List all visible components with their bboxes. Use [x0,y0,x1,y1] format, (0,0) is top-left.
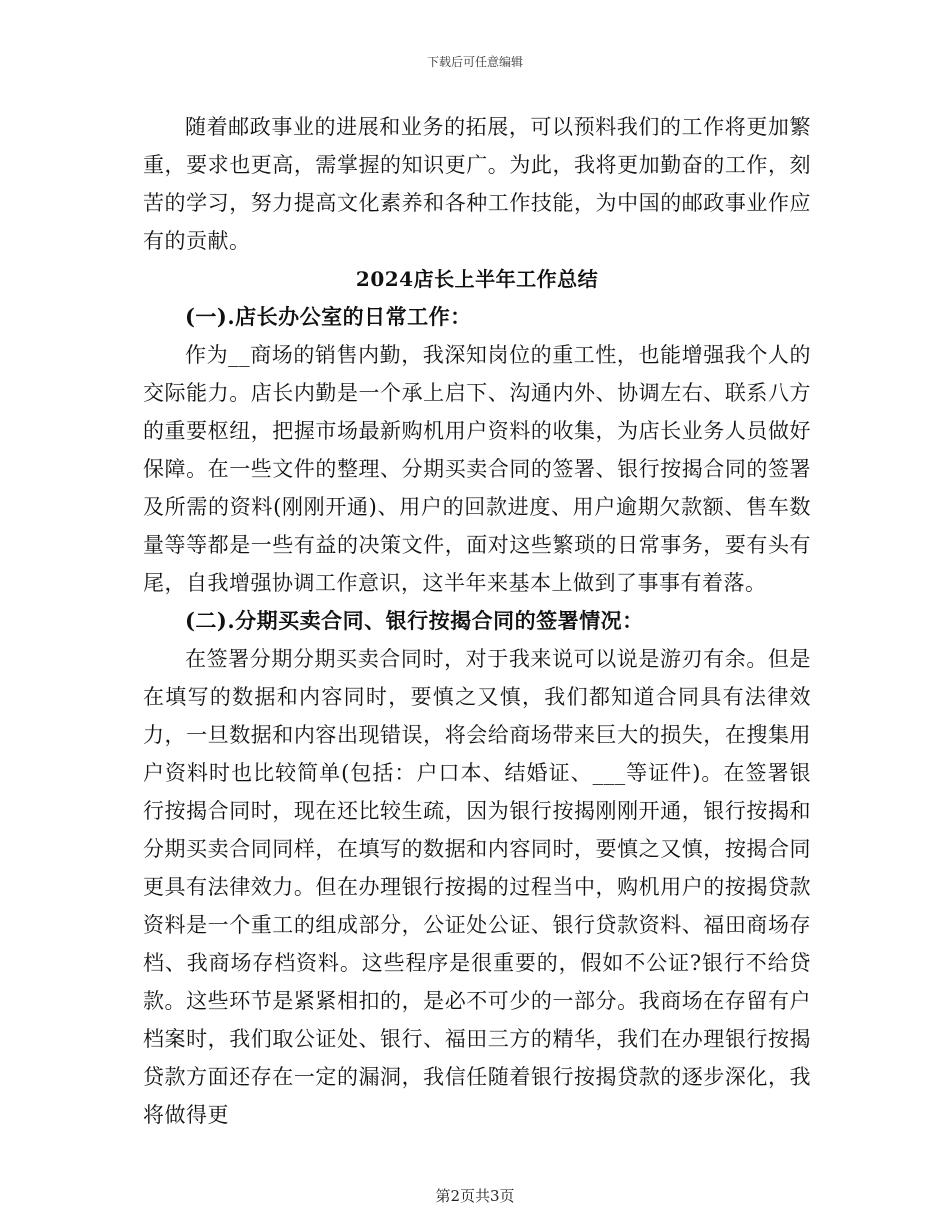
section-2-paragraph: 在签署分期分期买卖合同时，对于我来说可以说是游刃有余。但是在填写的数据和内容同时，要慎之又慎，我们都知道合同具有法律效力，一旦数据和内容出现错误，将会给商场带来巨大的损失，在搜集用户资料时也比较简单(包括：户口本、结婚证、___等证件)。在签署银行按揭合同时，现在还比较生疏，因为银行按揭刚刚开通，银行按揭和分期买卖合同同样，在填写的数据和内容同时，要慎之又慎，按揭合同更具有法律效力。但在办理银行按揭的过程当中，购机用户的按揭贷款资料是一个重工的组成部分，公证处公证、银行贷款资料、福田商场存档、我商场存档资料。这些程序是很重要的，假如不公证?银行不给贷款。这些环节是紧紧相扣的，是必不可少的一部分。我商场在存留有户档案时，我们取公证处、银行、福田三方的精华，我们在办理银行按揭贷款方面还存在一定的漏洞，我信任随着银行按揭贷款的逐步深化，我将做得更 [143,647,811,1127]
document-body [143,108,811,1134]
page-header-note: 下载后可任意编辑 [426,55,523,69]
section-1-heading: (一).店长办公室的日常工作： [185,304,472,329]
intro-paragraph: 随着邮政事业的进展和业务的拓展，可以预料我们的工作将更加繁重，要求也更高，需掌握的知识更广。为此，我将更加勤奋的工作，刻苦的学习，努力提高文化素养和各种工作技能，为中国的邮政事业作应有的贡献。 [143,115,811,253]
document-title: 2024店长上半年工作总结 [355,267,599,291]
section-1-paragraph: 作为__商场的销售内勤，我深知岗位的重工性，也能增强我个人的交际能力。店长内勤是一个承上启下、沟通内外、协调左右、联系八方的重要枢纽，把握市场最新购机用户资料的收集，为店长业务人员做好保障。在一些文件的整理、分期买卖合同的签署、银行按揭合同的签署及所需的资料(刚刚开通)、用户的回款进度、用户逾期欠款额、售车数量等等都是一些有益的决策文件，面对这些繁琐的日常事务，要有头有尾，自我增强协调工作意识，这半年来基本上做到了事事有着落。 [143,343,811,595]
page-number: 第2页共3页 [435,1187,515,1205]
section-2-heading: (二).分期买卖合同、银行按揭合同的签署情况： [185,608,644,633]
